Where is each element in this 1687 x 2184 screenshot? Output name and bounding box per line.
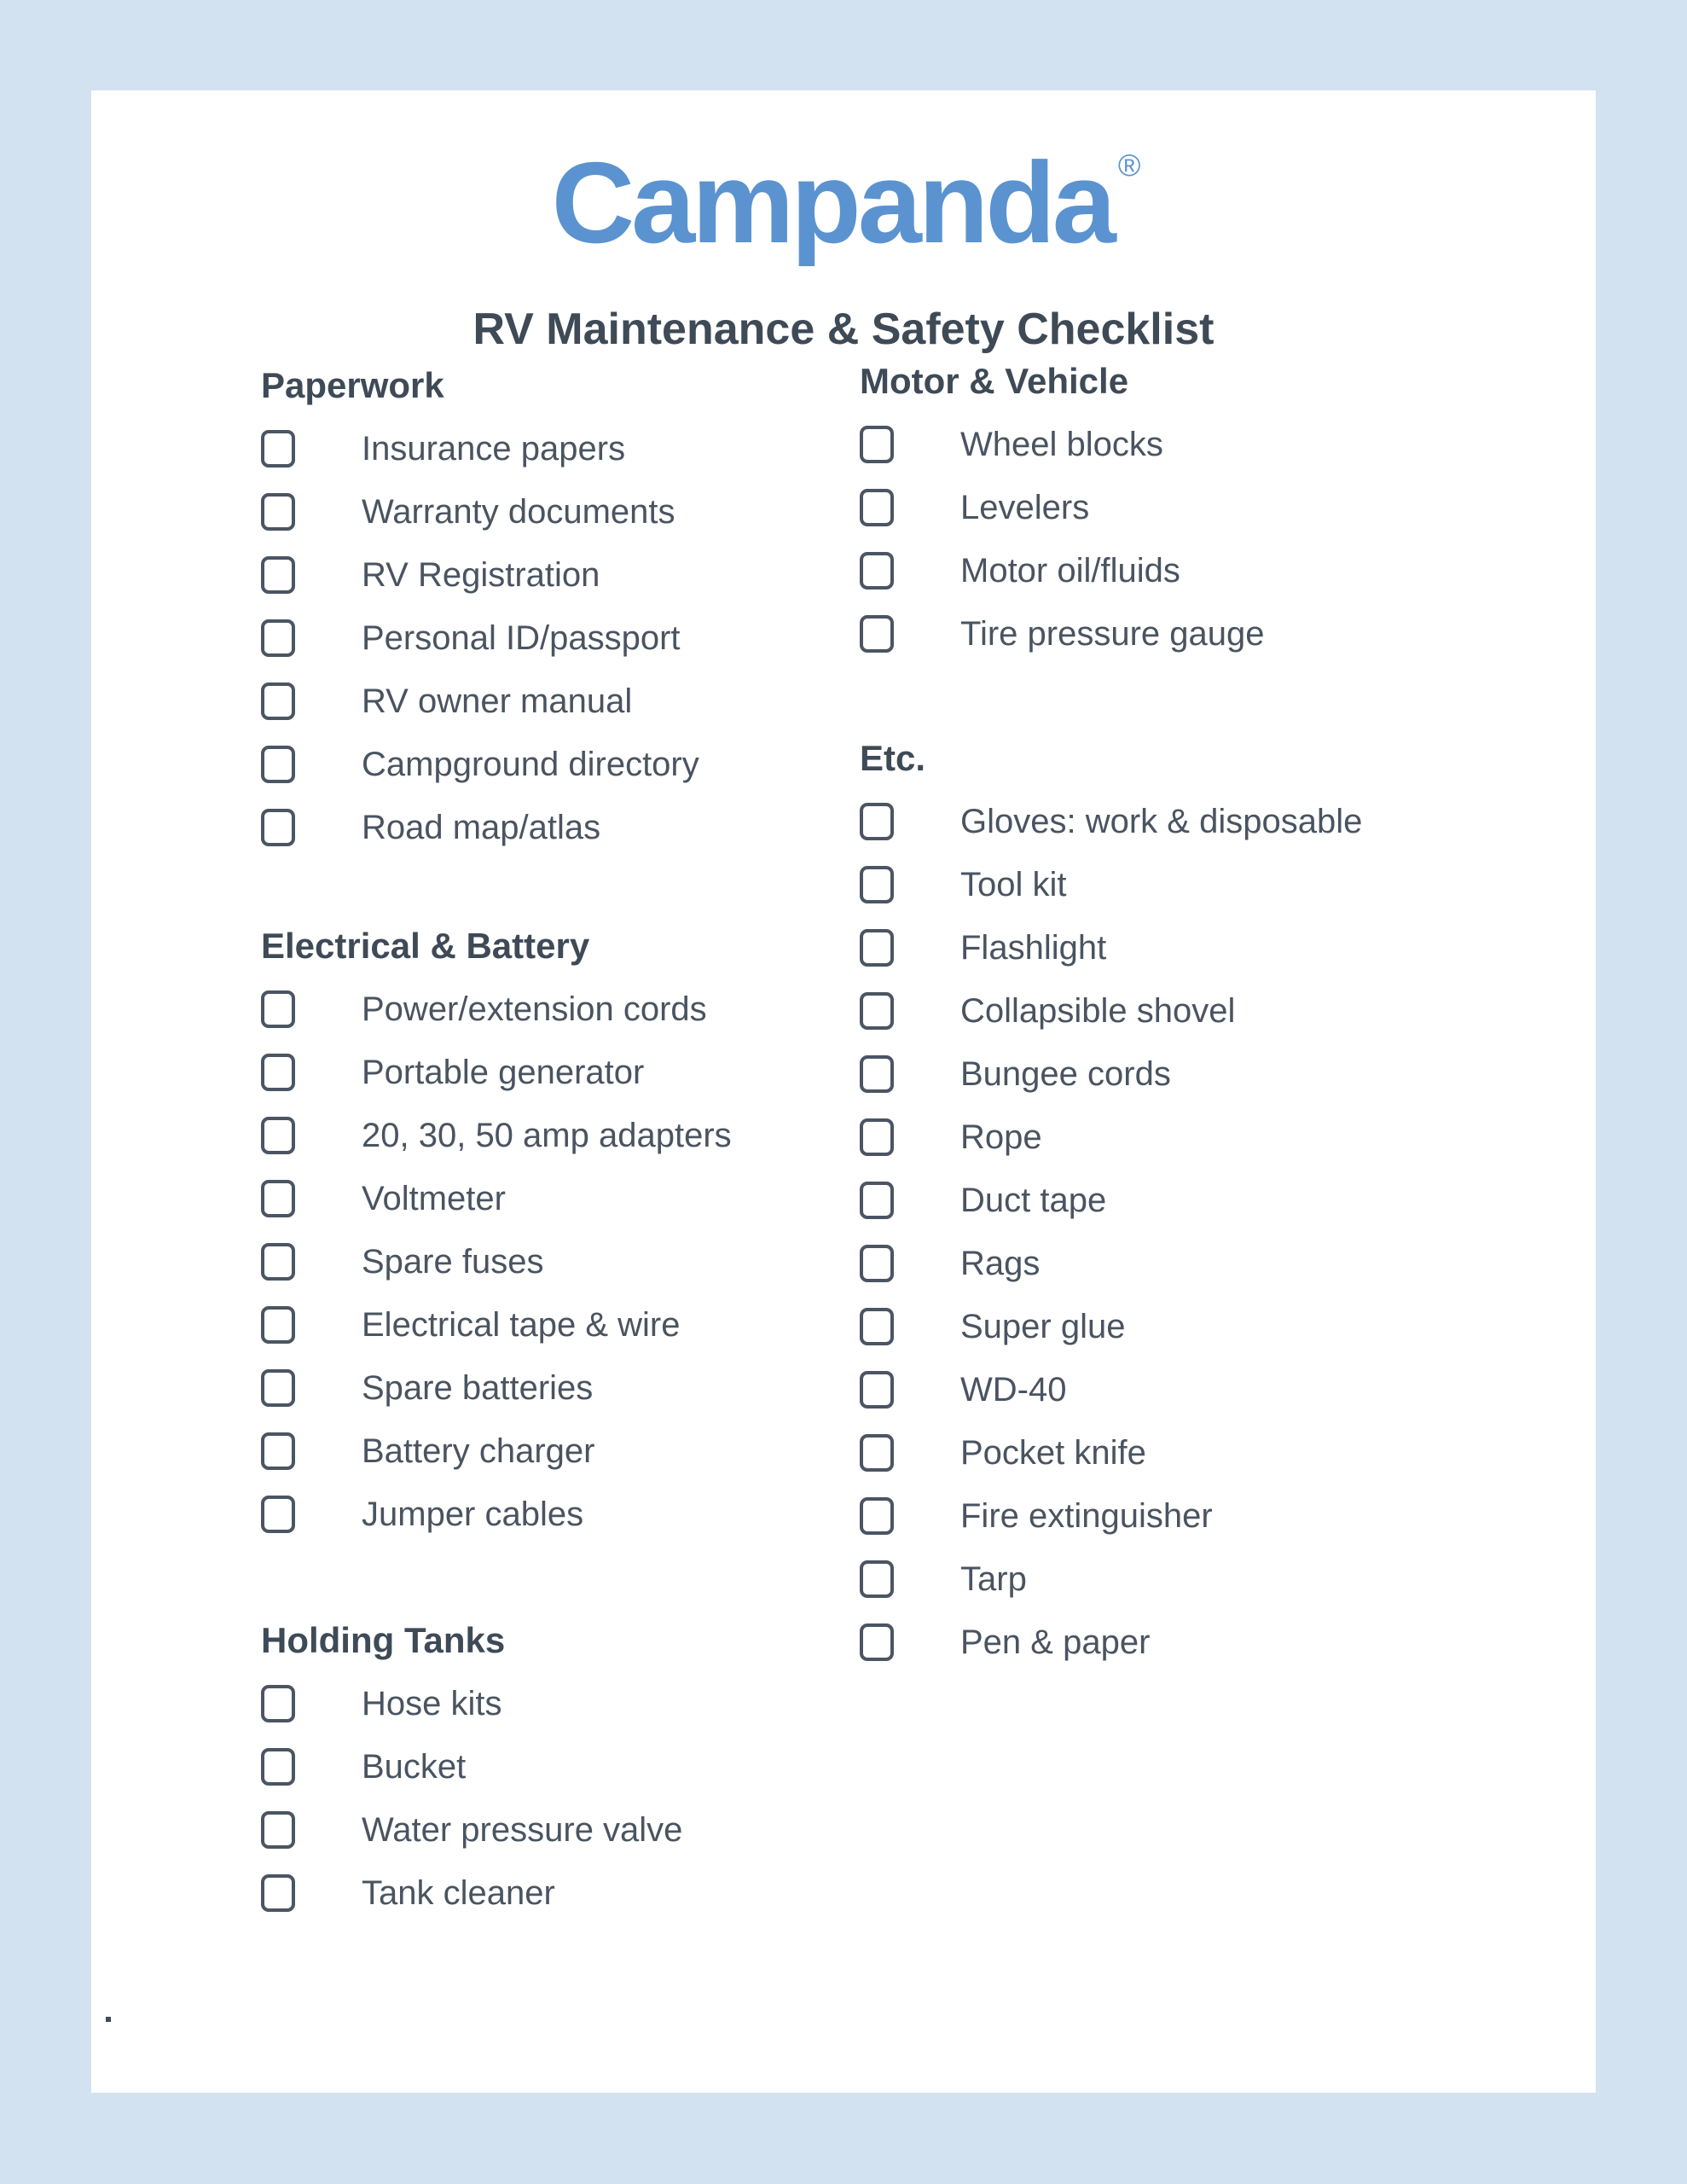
checklist-item-label: Pocket knife (960, 1433, 1146, 1472)
checklist-item (261, 1672, 807, 1735)
checklist-item (261, 480, 807, 543)
checklist-item (261, 1483, 807, 1546)
checklist-column-left (261, 354, 807, 1925)
registered-trademark-icon: ® (1117, 148, 1141, 183)
checkbox[interactable] (261, 556, 295, 594)
checkbox[interactable] (860, 1055, 894, 1093)
checklist-item-label: Spare fuses (362, 1242, 544, 1281)
checklist-item-label: Road map/atlas (362, 808, 601, 846)
checkbox[interactable] (261, 1180, 295, 1217)
checklist-section (860, 727, 1474, 1674)
section-heading: Motor & Vehicle (860, 361, 1129, 401)
checkbox[interactable] (261, 493, 295, 531)
section-heading: Electrical & Battery (261, 926, 590, 966)
checklist-section (261, 1609, 807, 1925)
checklist-item (860, 1548, 1474, 1611)
checklist-item (261, 1356, 807, 1420)
checklist-item (261, 670, 807, 733)
checklist-item (860, 1421, 1474, 1484)
checklist-item (261, 543, 807, 607)
checklist-item-label: Tire pressure gauge (960, 614, 1265, 653)
checkbox[interactable] (261, 746, 295, 783)
checkbox[interactable] (261, 1874, 295, 1912)
checkbox[interactable] (261, 1748, 295, 1786)
checkbox[interactable] (860, 1371, 894, 1409)
checkbox[interactable] (261, 1432, 295, 1470)
checklist-page (91, 90, 1596, 2093)
checklist-section (261, 915, 807, 1546)
checklist-item (860, 1295, 1474, 1358)
section-heading: Holding Tanks (261, 1620, 506, 1660)
checkbox[interactable] (860, 1497, 894, 1535)
stray-period-mark (106, 2017, 111, 2022)
checklist-item-label: Tool kit (960, 865, 1067, 903)
checklist-item-label: 20, 30, 50 amp adapters (362, 1116, 732, 1154)
checklist-item-label: Battery charger (362, 1432, 595, 1470)
checklist-item-label: WD-40 (960, 1370, 1067, 1409)
checklist-item-label: Personal ID/passport (362, 619, 681, 657)
checkbox[interactable] (261, 1496, 295, 1533)
checklist-item-label: Power/extension cords (362, 990, 707, 1028)
checklist-item-label: Super glue (960, 1307, 1126, 1345)
page-title: RV Maintenance & Safety Checklist (472, 304, 1215, 354)
checkbox[interactable] (860, 615, 894, 653)
checklist-column-right (860, 350, 1474, 1674)
checklist-item (860, 1232, 1474, 1295)
checklist-item-label: Spare batteries (362, 1368, 594, 1407)
checkbox[interactable] (261, 1054, 295, 1091)
checklist-item (860, 1358, 1474, 1421)
checkbox[interactable] (261, 682, 295, 720)
checklist-section (261, 354, 807, 859)
campanda-logo (91, 138, 1596, 289)
checklist-item-label: Collapsible shovel (960, 991, 1236, 1030)
checkbox[interactable] (860, 1118, 894, 1156)
section-items (860, 413, 1474, 665)
checklist-item (261, 607, 807, 670)
checklist-item (261, 733, 807, 796)
checkbox[interactable] (860, 992, 894, 1030)
checklist-item (860, 1484, 1474, 1548)
checklist-item-label: Portable generator (362, 1053, 645, 1091)
checklist-item-label: Flashlight (960, 928, 1107, 967)
checkbox[interactable] (261, 430, 295, 468)
checklist-item-label: Fire extinguisher (960, 1496, 1213, 1535)
checkbox[interactable] (261, 1685, 295, 1722)
checkbox[interactable] (860, 929, 894, 967)
checklist-item (860, 790, 1474, 853)
checklist-item (860, 539, 1474, 602)
checklist-item-label: Bungee cords (960, 1054, 1171, 1093)
checklist-item (261, 1167, 807, 1230)
checkbox[interactable] (261, 1811, 295, 1849)
checklist-item-label: Duct tape (960, 1181, 1107, 1219)
checkbox[interactable] (860, 489, 894, 526)
checklist-item (261, 1735, 807, 1798)
checklist-item-label: Tarp (960, 1560, 1027, 1598)
checklist-item (261, 1862, 807, 1925)
checklist-item (860, 853, 1474, 916)
checklist-item-label: Voltmeter (362, 1179, 506, 1217)
section-items (261, 417, 807, 859)
checklist-item (860, 1169, 1474, 1232)
checklist-item (261, 978, 807, 1041)
checklist-item-label: Bucket (362, 1747, 467, 1786)
checklist-item (261, 1798, 807, 1862)
checklist-item-label: Jumper cables (362, 1495, 584, 1533)
checklist-item (860, 1106, 1474, 1169)
checkbox[interactable] (860, 426, 894, 463)
checklist-item-label: Rope (960, 1118, 1042, 1156)
checklist-item (860, 602, 1474, 665)
section-items (860, 790, 1474, 1674)
checklist-item-label: Electrical tape & wire (362, 1305, 681, 1344)
checklist-item (261, 1104, 807, 1167)
checklist-item-label: Warranty documents (362, 492, 675, 531)
checklist-item-label: Gloves: work & disposable (960, 802, 1363, 840)
section-items (261, 1672, 807, 1925)
checkbox[interactable] (261, 1306, 295, 1344)
checkbox[interactable] (261, 809, 295, 846)
checklist-item (261, 417, 807, 480)
checkbox[interactable] (860, 866, 894, 903)
checklist-section (860, 350, 1474, 665)
checklist-item (860, 413, 1474, 476)
checklist-item (860, 1611, 1474, 1674)
checklist-item-label: Tank cleaner (362, 1873, 555, 1912)
checklist-item (860, 476, 1474, 539)
section-heading: Paperwork (261, 365, 444, 405)
checklist-item-label: Campground directory (362, 745, 699, 783)
checklist-item (261, 796, 807, 859)
checklist-item-label: Hose kits (362, 1684, 502, 1722)
checklist-item-label: RV owner manual (362, 682, 633, 720)
checklist-item-label: Insurance papers (362, 429, 626, 468)
checkbox[interactable] (860, 1560, 894, 1598)
checkbox[interactable] (860, 1623, 894, 1661)
checklist-item (860, 979, 1474, 1043)
checklist-item (860, 916, 1474, 979)
checklist-item (261, 1420, 807, 1483)
checkbox[interactable] (860, 1308, 894, 1345)
section-heading: Etc. (860, 738, 926, 778)
checkbox[interactable] (261, 1117, 295, 1154)
checklist-item-label: Rags (960, 1244, 1041, 1282)
checklist-item-label: Levelers (960, 488, 1090, 526)
checkbox[interactable] (261, 1243, 295, 1281)
checklist-item-label: Pen & paper (960, 1623, 1151, 1661)
checkbox[interactable] (860, 552, 894, 590)
checklist-item (860, 1043, 1474, 1106)
campanda-logo-text: Campanda (551, 138, 1113, 267)
checkbox[interactable] (860, 1245, 894, 1282)
checkbox[interactable] (261, 619, 295, 657)
checklist-item (261, 1041, 807, 1104)
checklist-item (261, 1293, 807, 1356)
checklist-item-label: Water pressure valve (362, 1810, 683, 1849)
checkbox[interactable] (860, 1182, 894, 1219)
checkbox[interactable] (261, 1369, 295, 1407)
checkbox[interactable] (860, 1434, 894, 1472)
checkbox[interactable] (860, 803, 894, 840)
checkbox[interactable] (261, 990, 295, 1028)
section-items (261, 978, 807, 1546)
checklist-item-label: Wheel blocks (960, 425, 1163, 463)
checklist-item-label: RV Registration (362, 555, 600, 594)
checklist-item (261, 1230, 807, 1293)
checklist-item-label: Motor oil/fluids (960, 551, 1180, 590)
